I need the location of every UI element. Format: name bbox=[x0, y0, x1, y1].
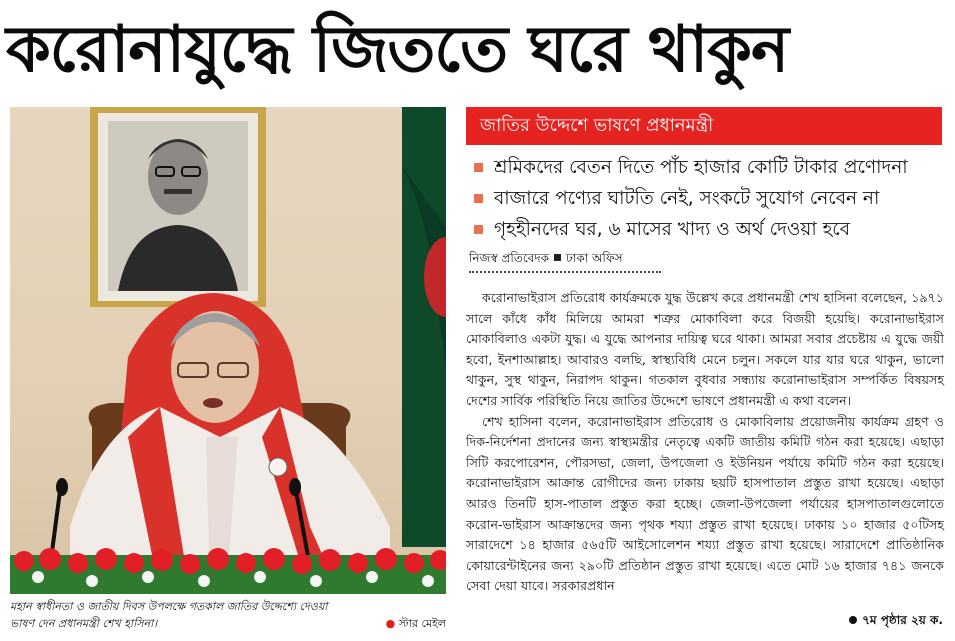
square-bullet-icon bbox=[474, 163, 483, 172]
bullet-icon bbox=[849, 616, 857, 624]
credit-bullet-icon: ● bbox=[385, 617, 399, 630]
section-banner: জাতির উদ্দেশে ভাষণে প্রধানমন্ত্রী bbox=[466, 107, 942, 145]
article-paragraph: করোনাভাইরাস প্রতিরোধ কার্যক্রমকে যুদ্ধ উল্লেখ করে প্রধানমন্ত্রী শেখ হাসিনা বলেছেন, ১৯৭১ সালে কাঁধে কাঁধ মিলিয়ে আমরা শত্রুর মোকাবিলা করে বিজয়ী হয়েছি। করোনাভাইরাস মোকাবিলাও একটা যুদ্ধ। এ যুদ্ধে আপনার দায়িত্ব ঘরে থাকা। আমরা সবার প্রচেষ্টায় এ যুদ্ধে জয়ী হবো, ইনশাআল্লাহ। আবারও বলছি, স্বাস্থ্যবিধি মেনে চলুন। সকলে যার যার ঘরে থাকুন, ভালো থাকুন, সুস্থ থাকুন, নিরাপদ থাকুন। গতকাল বুধবার সন্ধ্যায় করোনাভাইরাস সম্পর্কিত বিষয়সহ দেশের সার্বিক পরিস্থিতি নিয়ে জাতির উদ্দেশে ভাষণে প্রধানমন্ত্রী এ কথা বলেন। bbox=[466, 290, 944, 408]
highlight-text: বাজারে পণ্যের ঘাটতি নেই, সংকটে সুযোগ নেবেন না bbox=[494, 188, 880, 209]
photo-credit bbox=[386, 615, 446, 632]
highlight-item bbox=[470, 183, 946, 214]
highlight-text: গৃহহীনদের ঘর, ৬ মাসের খাদ্য ও অর্থ দেওয়া হবে bbox=[494, 219, 851, 240]
continuation-text: ৭ম পৃষ্ঠার ২য় ক. bbox=[862, 613, 943, 627]
photo-credit-text: স্টার মেইল bbox=[398, 617, 446, 630]
headline: করোনাযুদ্ধে জিততে ঘরে থাকুন bbox=[6, 13, 789, 87]
square-bullet-icon bbox=[474, 194, 483, 203]
byline-reporter: নিজস্ব প্রতিবেদক bbox=[469, 251, 550, 265]
square-separator-icon bbox=[554, 254, 561, 261]
highlight-item bbox=[470, 214, 946, 245]
caption-line-2: ভাষণ দেন প্রধানমন্ত্রী শেখ হাসিনা। bbox=[10, 617, 158, 630]
byline-office: ঢাকা অফিস bbox=[566, 251, 623, 265]
continuation-note bbox=[849, 612, 943, 632]
caption-line-1: মহান স্বাধীনতা ও জাতীয় দিবস উপলক্ষে গতকাল জাতির উদ্দেশ্যে দেওয়া bbox=[10, 600, 328, 613]
article-body bbox=[466, 288, 944, 597]
photo-caption bbox=[10, 598, 446, 632]
dotted-divider bbox=[469, 271, 661, 273]
news-photo bbox=[10, 107, 446, 594]
highlights-list bbox=[470, 152, 946, 245]
highlight-item bbox=[470, 152, 946, 183]
byline bbox=[469, 250, 623, 270]
square-bullet-icon bbox=[474, 225, 483, 234]
article-paragraph: শেখ হাসিনা বলেন, করোনাভাইরাস প্রতিরোধ ও মোকাবিলায় প্রয়োজনীয় কার্যক্রম গ্রহণ ও দিক-নির্দেশনা প্রদানের জন্য স্বাস্থ্যমন্ত্রীর নেতৃত্বে একটি জাতীয় কমিটি গঠন করা হয়েছে। এছাড়া সিটি করপোরেশন, পৌরসভা, জেলা, উপজেলা ও ইউনিয়ন পর্যায়ে কমিটি গঠন করা হয়েছে। করোনাভাইরাস আক্রান্ত রোগীদের জন্য ঢাকায় ছয়টি হাসপাতাল প্রস্তুত রাখা হয়েছে। এছাড়া আরও তিনটি হাস-পাতাল প্রস্তুত করা হচ্ছে। জেলা-উপজেলা পর্যায়ের হাসপাতালগুলোতে করোন-ভাইরাস আক্রান্তদের জন্য পৃথক শয্যা প্রস্তুত রাখা হয়েছে। ঢাকায় ১০ হাজার ৫০টিসহ সারাদেশে ১৪ হাজার ৫৬৫টি আইসোলেশন শয্যা প্রস্তুত রাখা হয়েছে। সারাদেশে প্রাতিষ্ঠানিক কোয়ারেন্টাইনের জন্য ২৯০টি প্রতিষ্ঠান প্রস্তুত রাখা হয়েছে। এতে মোট ১৬ হাজার ৭৪১ জনকে সেবা দেয়া যাবে। সরকারপ্রধান bbox=[466, 413, 944, 594]
highlight-text: শ্রমিকদের বেতন দিতে পাঁচ হাজার কোটি টাকার প্রণোদনা bbox=[494, 157, 908, 178]
